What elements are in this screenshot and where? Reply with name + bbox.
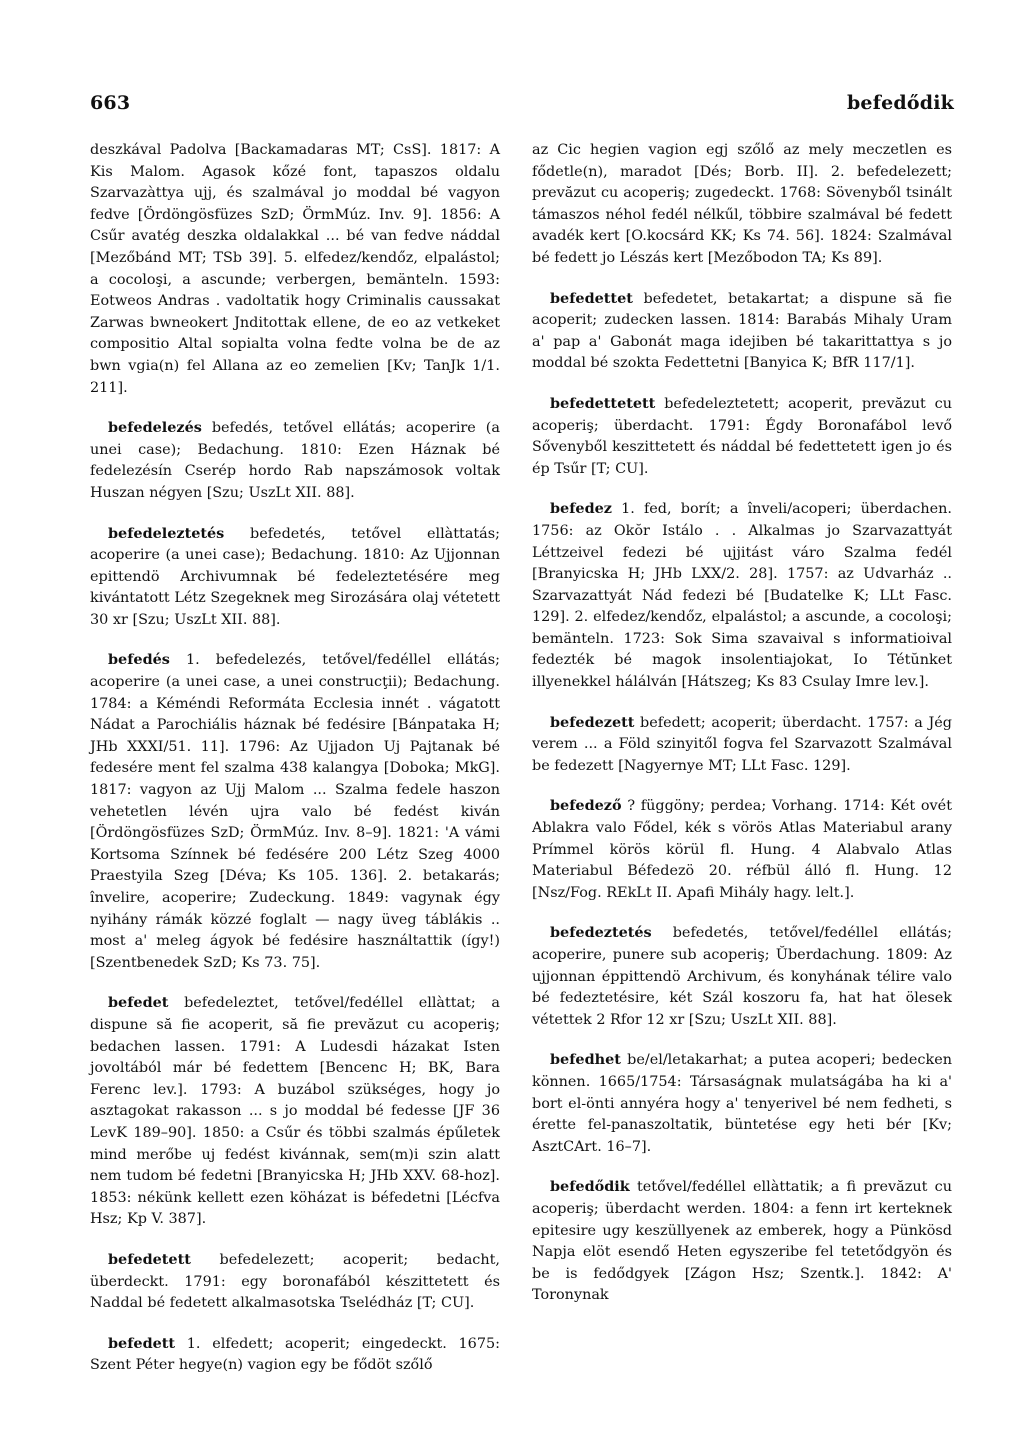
entry-headword: befedettetett (550, 394, 656, 412)
entry-body: befedetés, tetővel ellàttatás; acoperire (a unei case); Bedachung. 1810: Az Ujjonnan epittendö Archivumnak bé fedeleztetésére meg kivántatott Létz Szegeknek meg Sirozására olaj vétetett 30 xr [Szu; UszLt XII. 88]. (90, 525, 500, 628)
entry-headword: befedelezés (108, 419, 202, 437)
dictionary-entry (532, 1049, 952, 1158)
entry-headword: befedés (108, 651, 170, 669)
entry-headword: befedezett (550, 713, 635, 731)
entry-headword: befedező (550, 797, 622, 815)
dictionary-entry (532, 393, 952, 480)
dictionary-entry (532, 1176, 952, 1307)
entry-body: tetővel/fedéllel ellàttatik; a fi prevăzut cu acoperiş; überdacht werden. 1804: a fenn irt kerteknek epitesire ugy keszüllyenek az emberek, hogy a Pünkösd Napja elöt esendő Heten egyszeribe fel tetetődgyön és be is fedődgyek [Zágon Hsz; Szentk.]. 1842: A' Toronynak (532, 1179, 952, 1304)
entry-body: ? függöny; perdea; Vorhang. 1714: Két ovét Ablakra valo Fődel, kék s vörös Atlas Materiabul arany Prímmel körös körül fl. Hung. 4 Alabvalo Atlas Materiabul Béfedezö 20. réfbül álló fl. Hung. 12 [Nsz/Fog. REkLt II. Apafi Mihály hagy. lelt.]. (532, 798, 952, 901)
dictionary-entry (90, 140, 500, 399)
entry-headword: befedetett (108, 1250, 191, 1268)
entry-headword: befedettet (550, 289, 633, 307)
entry-headword: befedődik (550, 1178, 630, 1196)
dictionary-entry (532, 288, 952, 375)
entry-headword: befedez (550, 500, 612, 518)
dictionary-entry (90, 992, 500, 1231)
entry-body: az Cic hegien vagion egj szőlő az mely meczetlen es fődetle(n), maradot [Dés; Borb. II]. 2. befedelezett; prevăzut cu acoperiş; zugedeckt. 1768: Sövenyből tsinált támaszos néhol fedél nélkűl, többire szalmával bé fedett avadék kert [O.kocsárd KK; Ks 74. 56]. 1824: Szalmával bé fedett jo Lészás kert [Mezőbodon TA; Ks 89]. (532, 142, 952, 266)
dictionary-entry (90, 1249, 500, 1315)
dictionary-entry (532, 498, 952, 693)
dictionary-entry (90, 417, 500, 504)
entry-body: befedés, tetővel ellátás; acoperire (a unei case); Bedachung. 1810: Ezen Háznak bé fedelezésín Cserép hordo Rab napszámosok voltak Huszan négyen [Szu; UszLt XII. 88]. (90, 420, 500, 501)
entry-body: befedett; acoperit; überdacht. 1757: a Jég verem ... a Föld szinyitől fogva fel Szarvazott Szalmával be fedezett [Nagyernye MT; LLt Fasc. 129]. (532, 714, 952, 774)
running-head: befedődik (846, 92, 954, 114)
dictionary-entry (90, 523, 500, 632)
right-column (532, 140, 952, 1325)
entry-headword: befedet (108, 994, 169, 1012)
page-header (90, 92, 954, 114)
left-column (90, 140, 500, 1395)
dictionary-entry (532, 922, 952, 1031)
entry-headword: befedeztetés (550, 924, 652, 942)
entry-body: be/el/letakarhat; a putea acoperi; bedecken können. 1665/1754: Társaságnak mulatságába ha ki a' bort el-önti annyéra hogy a' tenyerivel bé nem fedheti, s érette fel-panaszoltatik, büntetése egy heti bér [Kv; AsztCArt. 16–7]. (532, 1052, 952, 1155)
entry-body: 1. fed, borít; a înveli/acoperi; überdachen. 1756: az Okŏr Istálo . . Alkalmas jo Szarvazattyát Léttzeivel fedezi bé ujjitást váro Szalma fedél [Branyicska H; JHb LXX/2. 28]. 1757: az Udvarház .. Szarvazattyát Nád fedezi bé [Budatelke K; LLt Fasc. 129]. 2. elfedez/kendőz, elpalástol; a ascunde, a cocoloşi; bemänteln. 1723: Sok Sima szavaival s informatioival fedezték bé magok insolentiajokat, Io Tétŭnket illyenekkel hálálván [Hátszeg; Ks 83 Csulay Imre lev.]. (532, 501, 952, 691)
entry-body: deszkával Padolva [Backamadaras MT; CsS]. 1817: A Kis Malom. Agasok kőzé font, tapaszos oldalu Szarvazàttya ujj, és szalmával jo moddal bé vagyon fedve [Ördöngösfüzes SzD; ÖrmMúz. Inv. 9]. 1856: A Csűr avatég deszka oldalakkal ... bé van fedve náddal [Mezőbánd MT; TSb 39]. 5. elfedez/kendőz, elpalástol; a cocoloşi, a ascunde; verbergen, bemänteln. 1593: Eotweos Andras . vadoltatik hogy Criminalis caussakat Zarwas bwneokert Jnditottak ellene, de eo az vetkeket compositio Altal sopialta volna fedte volna be de az bwn vgia(n) fel Allana az eo zemelien [Kv; TanJk 1/1. 211]. (90, 142, 500, 396)
entry-body: 1. elfedett; acoperit; eingedeckt. 1675: Szent Péter hegye(n) vagion egy be fődöt szőlő (90, 1335, 500, 1374)
entry-headword: befedhet (550, 1051, 621, 1069)
dictionary-entry (532, 712, 952, 778)
page-number: 663 (90, 92, 131, 114)
dictionary-entry (90, 649, 500, 974)
dictionary-entry (90, 1333, 500, 1377)
entry-body: befedelezett; acoperit; bedacht, überdeckt. 1791: egy boronafából készittetett és Naddal bé fedetett alkalmasotska Tselédház [T; CU]. (90, 1251, 500, 1312)
entry-body: befedeleztetett; acoperit, prevăzut cu acoperiş; überdacht. 1791: Égdy Boronafábol levő Sővenyből keszittetett és náddal bé fedettetett igen jo és ép Tsűr [T; CU]. (532, 395, 952, 477)
entry-headword: befedett (108, 1334, 176, 1352)
entry-headword: befedeleztetés (108, 524, 225, 542)
dictionary-entry (532, 140, 952, 270)
entry-body: befedetet, betakartat; a dispune să fie acoperit; zudecken lassen. 1814: Barabás Mihaly Uram a' pap a' Gabonát maga idejiben bé takarittattya s jo moddal bé szokta Fedettetni [Banyica K; BfR 117/1]. (532, 290, 952, 372)
entry-body: befedetés, tetővel/fedéllel ellátás; acoperire, punere sub acoperiş; Ŭberdachung. 1809: Az ujjonnan éppittendö Archivum, és konyhának télire valo bé fedeztetésire, két Szál koszoru fa, hat hat ölesek vétettek 2 Rfor 12 xr [Szu; UszLt XII. 88]. (532, 925, 952, 1028)
entry-body: befedeleztet, tetővel/fedéllel ellàttat; a dispune să fie acoperit, să fie prevăzut cu acoperiş; bedachen lassen. 1791: A Ludesdi házakat Isten jovoltából már bé fedettem [Bencenc H; BK, Bara Ferenc lev.]. 1793: A buzábol szükséges, hogy jo asztagokat rakasson ... s jo moddal bé fedesse [JF 36 LevK 189–90]. 1850: a Csűr és többi szalmás épűletek mind merőbe uj fedést kivánnak, sem(m)i szin alatt nem tudom bé fedetni [Branyicska H; JHb XXV. 68-hoz]. 1853: nékünk kellett ezen köházat is béfedetni [Lécfva Hsz; Kp V. 387]. (90, 995, 500, 1228)
entry-body: 1. befedelezés, tetővel/fedéllel ellátás; acoperire (a unei case, a unei construcţii); Bedachung. 1784: a Kéméndi Reformáta Ecclesia innét . vágatott Nádat a Parochiális háznak bé fedésire [Bánpataka H; JHb XXXI/51. 11]. 1796: Az Ujjadon Uj Pajtanak bé fedesére ment fel szalma 438 kalangya [Doboka; MkG]. 1817: vagyon az Ujj Malom ... Szalma fedele haszon vehetetlen lévén ujra valo bé fedést kiván [Ördöngösfüzes SzD; ÖrmMúz. Inv. 8–9]. 1821: 'A vámi Kortsoma Színnek bé fedésére 200 Létz Szeg 4000 Praestyila Szeg [Déva; Ks 105. 136]. 2. betakarás; învelire, acoperire; Zudeckung. 1849: vagynak égy nyihány rámák közzé foglalt — nagy üveg táblákis .. most a' meleg ágyok bé fedésire használtattik (így!) [Szentbenedek SzD; Ks 73. 75]. (90, 652, 500, 971)
dictionary-entry (532, 795, 952, 904)
